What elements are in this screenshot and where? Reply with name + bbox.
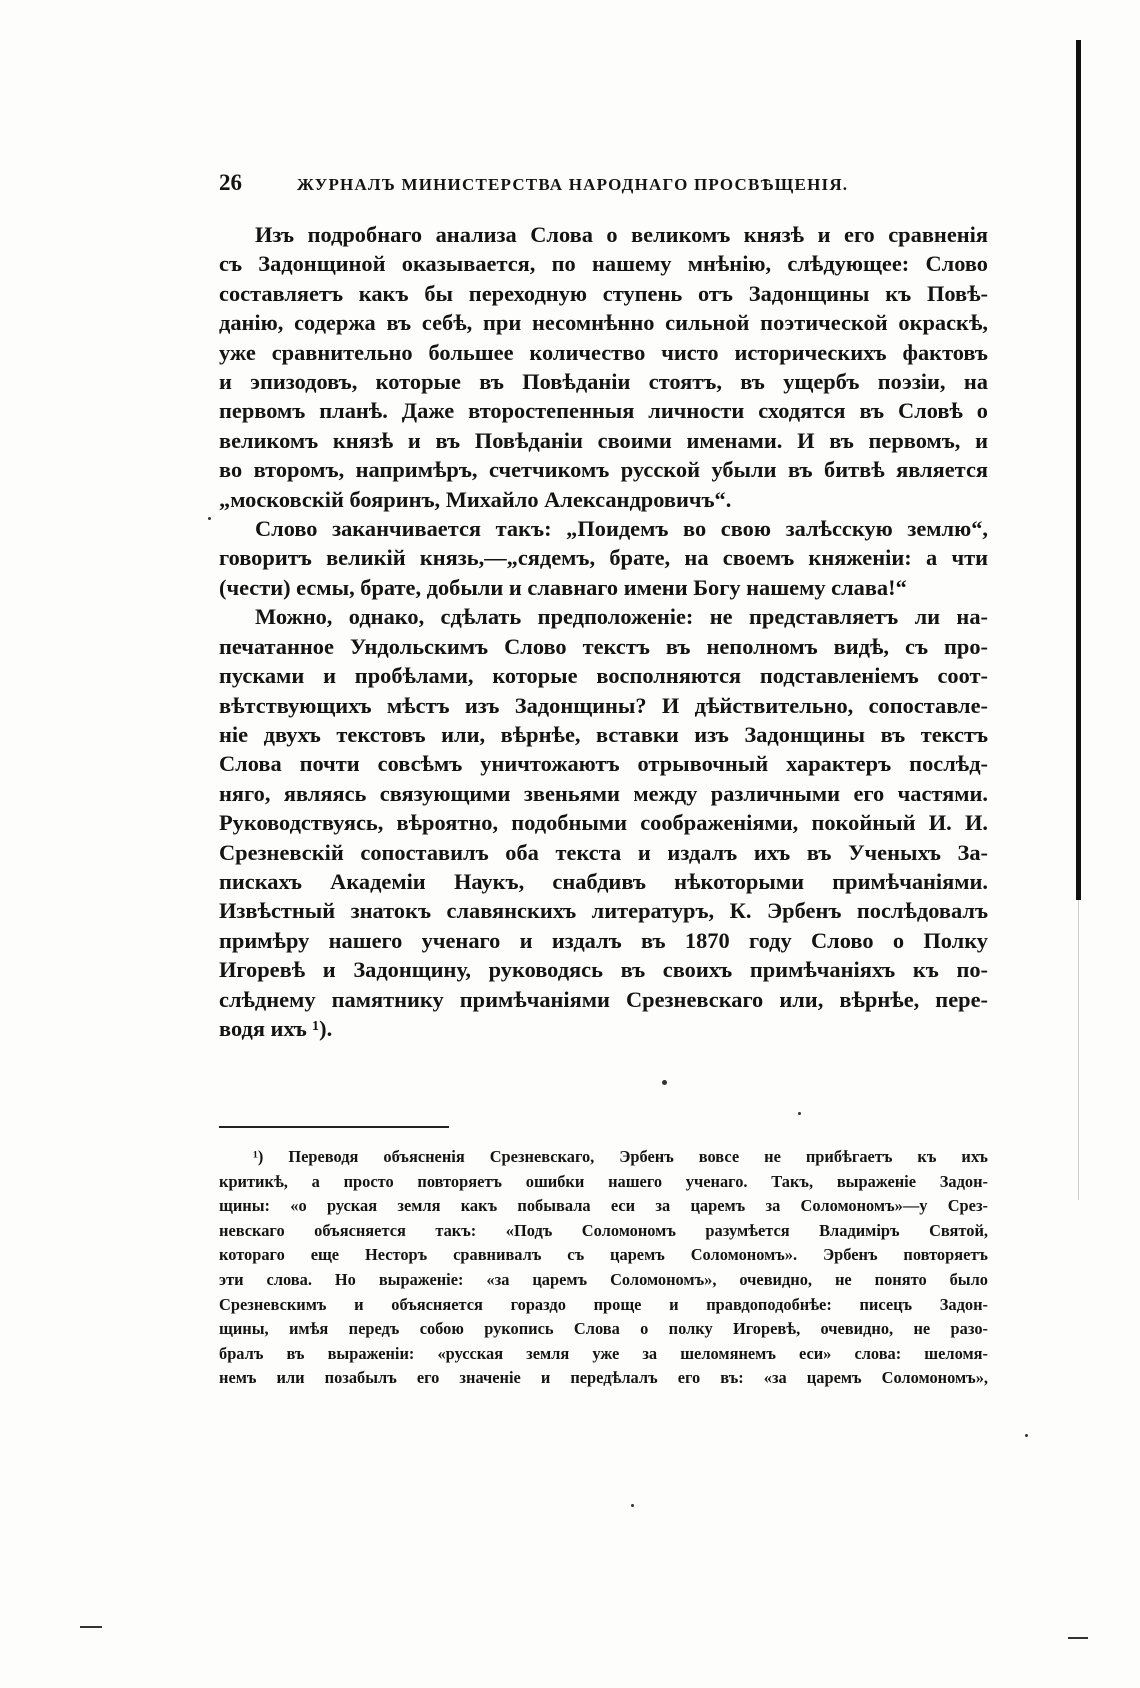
text-line: печатанное Ундольскимъ Слово текстъ въ неполномъ видѣ, съ про- bbox=[219, 633, 988, 659]
footnote-line: невскаго объясняется такъ: «Подъ Соломономъ разумѣется Владиміръ Святой, bbox=[219, 1220, 988, 1240]
footnote-line: щины: «о руская земля какъ побывала еси за царемъ за Соломономъ»—у Срез- bbox=[219, 1196, 988, 1216]
text-line: во второмъ, напримѣръ, счетчикомъ русской убыли въ битвѣ является bbox=[219, 457, 988, 483]
text-line: Слово заканчивается такъ: „Поидемъ во свою залѣсскую землю“, bbox=[255, 516, 988, 542]
text-line: великомъ князѣ и въ Повѣданіи своими именами. И въ первомъ, и bbox=[219, 427, 988, 453]
text-line: „московскій бояринъ, Михайло Александровичъ“. bbox=[219, 486, 732, 512]
text-line: Руководствуясь, вѣроятно, подобными соображеніями, покойный И. И. bbox=[219, 810, 988, 836]
text-line: няго, являясь связующими звеньями между различными его частями. bbox=[219, 780, 988, 806]
text-line: Извѣстный знатокъ славянскихъ литературъ, К. Эрбенъ послѣдовалъ bbox=[219, 898, 988, 924]
text-line: примѣру нашего ученаго и издалъ въ 1870 году Слово о Полку bbox=[219, 927, 988, 953]
text-line: слѣднему памятнику примѣчаніями Срезневскаго или, вѣрнѣе, пере- bbox=[219, 986, 988, 1012]
text-line: Срезневскій сопоставилъ оба текста и издалъ ихъ въ Ученыхъ За- bbox=[219, 839, 988, 865]
footnote-line: критикѣ, а просто повторяетъ ошибки нашего ученаго. Такъ, выраженіе Задон- bbox=[219, 1171, 988, 1191]
page-spine-edge bbox=[1076, 40, 1081, 900]
text-line: (чести) есмы, брате, добыли и славнаго имени Богу нашему слава!“ bbox=[219, 574, 907, 600]
text-line: водя ихъ ¹). bbox=[219, 1015, 333, 1041]
text-line: вѣтствующихъ мѣстъ изъ Задонщины? И дѣйствительно, сопоставле- bbox=[219, 692, 988, 718]
scan-edge-mark bbox=[80, 1626, 102, 1628]
text-line: съ Задонщиной оказывается, по нашему мнѣнію, слѣдующее: Слово bbox=[219, 251, 988, 277]
footnote-line: Срезневскимъ и объясняется гораздо проще и правдоподобнѣе: писецъ Задон- bbox=[219, 1294, 988, 1314]
page-header bbox=[219, 170, 964, 196]
text-line: ніе двухъ текстовъ или, вѣрнѣе, вставки изъ Задонщины въ текстъ bbox=[219, 721, 988, 747]
text-line: Слова почти совсѣмъ уничтожаютъ отрывочный характеръ послѣд- bbox=[219, 751, 988, 777]
text-line: пусками и пробѣлами, которые восполняются подставленіемъ соот- bbox=[219, 663, 988, 689]
text-line: говоритъ великій князь,—„сядемъ, брате, на своемъ княженіи: а чти bbox=[219, 545, 988, 571]
page-number: 26 bbox=[219, 170, 242, 195]
footnote-line: немъ или позабылъ его значеніе и передѣлалъ его въ: «за царемъ Соломономъ», bbox=[219, 1368, 988, 1388]
text-line: первомъ планѣ. Даже второстепенныя личности сходятся въ Словѣ о bbox=[219, 398, 988, 424]
scan-speck bbox=[208, 517, 211, 520]
footnote-line: бралъ въ выраженіи: «русская земля уже за шеломянемъ еси» слова: шеломя- bbox=[219, 1343, 988, 1363]
main-text bbox=[219, 220, 988, 1043]
footnote-line: эти слова. Но выраженіе: «за царемъ Соломономъ», очевидно, не понято было bbox=[219, 1269, 988, 1289]
footnote-line: котораго еще Несторъ сравнивалъ съ царемъ Соломономъ». Эрбенъ повторяетъ bbox=[219, 1245, 988, 1265]
page-spine-shadow bbox=[1078, 900, 1079, 1200]
text-line: и эпизодовъ, которые въ Повѣданіи стоятъ, въ ущербъ поэзіи, на bbox=[219, 369, 988, 395]
text-line: Можно, однако, сдѣлать предположеніе: не представляетъ ли на- bbox=[255, 604, 988, 630]
scan-speck bbox=[798, 1112, 801, 1115]
footnote bbox=[219, 1145, 988, 1391]
text-line: уже сравнительно большее количество чисто историческихъ фактовъ bbox=[219, 339, 988, 365]
scan-speck bbox=[631, 1504, 634, 1507]
text-line: данію, содержа въ себѣ, при несомнѣнно сильной поэтической окраскѣ, bbox=[219, 310, 988, 336]
footnote-line: щины, имѣя передъ собою рукопись Слова о полку Игоревѣ, очевидно, не разо- bbox=[219, 1319, 988, 1339]
footnote-line: ¹) Переводя объясненія Срезневскаго, Эрбенъ вовсе не прибѣгаетъ къ ихъ bbox=[253, 1147, 988, 1166]
scan-speck bbox=[662, 1080, 667, 1085]
footnote-separator bbox=[219, 1126, 449, 1128]
text-line: Игоревѣ и Задонщину, руководясь въ своихъ примѣчаніяхъ къ по- bbox=[219, 957, 988, 983]
scan-edge-mark bbox=[1068, 1637, 1088, 1639]
text-line: Изъ подробнаго анализа Слова о великомъ князѣ и его сравненія bbox=[255, 222, 988, 247]
scan-speck bbox=[1025, 1434, 1028, 1437]
text-line: пискахъ Академіи Наукъ, снабдивъ нѣкоторыми примѣчаніями. bbox=[219, 868, 988, 894]
text-line: составляетъ какъ бы переходную ступень отъ Задонщины къ Повѣ- bbox=[219, 280, 988, 306]
running-title: ЖУРНАЛЪ МИНИСТЕРСТВА НАРОДНАГО ПРОСВѢЩЕНІЯ. bbox=[297, 175, 849, 194]
